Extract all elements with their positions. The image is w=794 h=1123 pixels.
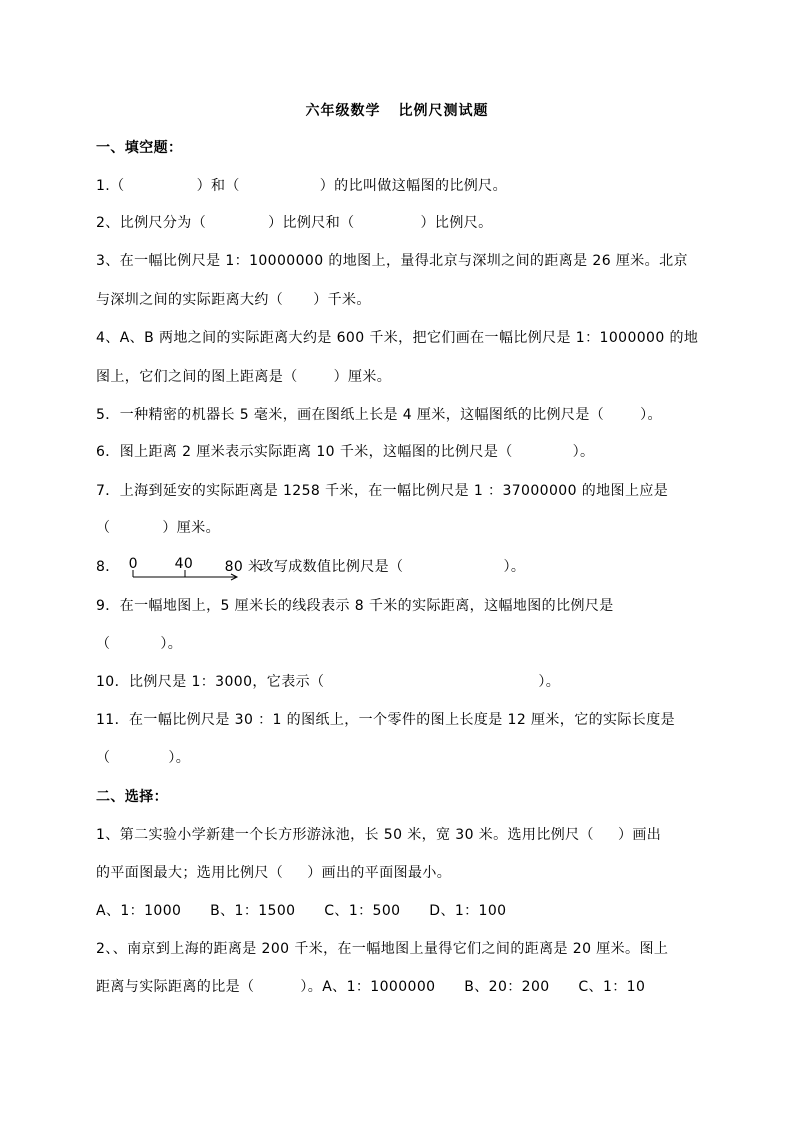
line-scale-bar bbox=[125, 556, 263, 575]
question-4-line-1: 4、A、B 两地之间的实际距离大约是 600 千米，把它们画在一幅比例尺是 1：1000000 的地 bbox=[96, 330, 699, 346]
question-9-line-1: 9．在一幅地图上，5 厘米长的线段表示 8 千米的实际距离，这幅地图的比例尺是 bbox=[96, 598, 614, 614]
question-11-line-2: （ ）。 bbox=[96, 750, 191, 766]
question-2: 2、比例尺分为（ ）比例尺和（ ）比例尺。 bbox=[96, 215, 493, 231]
choice-2-line-2: 距离与实际距离的比是（ ）。A、1：1000000 B、20：200 C、1：10 bbox=[96, 979, 646, 995]
question-6: 6．图上距离 2 厘米表示实际距离 10 千米，这幅图的比例尺是（ ）。 bbox=[96, 444, 595, 460]
page-title bbox=[0, 100, 794, 120]
choice-1-line-2: 的平面图最大；选用比例尺（ ）画出的平面图最小。 bbox=[96, 865, 452, 881]
choice-2-line-1: 2、、南京到上海的距离是 200 千米，在一幅地图上量得它们之间的距离是 20 厘米。图上 bbox=[96, 941, 669, 957]
question-7-line-2: （ ）厘米。 bbox=[96, 520, 221, 536]
question-8: 8． 0 40 80 米 改写成数值比例尺是（ ）。 bbox=[96, 556, 726, 576]
question-5: 5．一种精密的机器长 5 毫米，画在图纸上长是 4 厘米，这幅图纸的比例尺是（ ）。 bbox=[96, 407, 662, 423]
question-7-line-1: 7．上海到延安的实际距离是 1258 千米，在一幅比例尺是 1 ：37000000 的地图上应是 bbox=[96, 483, 669, 499]
choice-1-options: A、1：1000 B、1：1500 C、1：500 D、1：100 bbox=[96, 903, 507, 919]
section-fill-in-blank: 一、填空题： bbox=[96, 140, 183, 156]
question-9-line-2: （ ）。 bbox=[96, 636, 183, 652]
question-11-line-1: 11．在一幅比例尺是 30 ：1 的图纸上，一个零件的图上长度是 12 厘米，它的实际长度是 bbox=[96, 712, 675, 728]
question-3-line-2: 与深圳之间的实际距离大约（ ）千米。 bbox=[96, 292, 371, 308]
scale-tick-label-40: 40 bbox=[174, 556, 194, 572]
question-4-line-2: 图上，它们之间的图上距离是（ ）厘米。 bbox=[96, 369, 392, 385]
title-grade: 六年级数学 bbox=[305, 103, 381, 119]
question-10: 10．比例尺是 1：3000，它表示（ ）。 bbox=[96, 674, 561, 690]
title-topic: 比例尺测试题 bbox=[398, 103, 489, 119]
section-multiple-choice: 二、选择： bbox=[96, 789, 168, 805]
question-3-line-1: 3、在一幅比例尺是 1：10000000 的地图上，量得北京与深圳之间的距离是 26 厘米。北京 bbox=[96, 253, 688, 269]
scale-tick-label-80: 80 米 bbox=[224, 559, 263, 575]
scale-bar-line bbox=[125, 556, 255, 582]
choice-1-line-1: 1、第二实验小学新建一个长方形游泳池，长 50 米，宽 30 米。选用比例尺（ ）画出 bbox=[96, 827, 662, 843]
question-1: 1.（ ）和（ ）的比叫做这幅图的比例尺。 bbox=[96, 178, 507, 194]
scale-tick-label-0: 0 bbox=[128, 556, 138, 572]
